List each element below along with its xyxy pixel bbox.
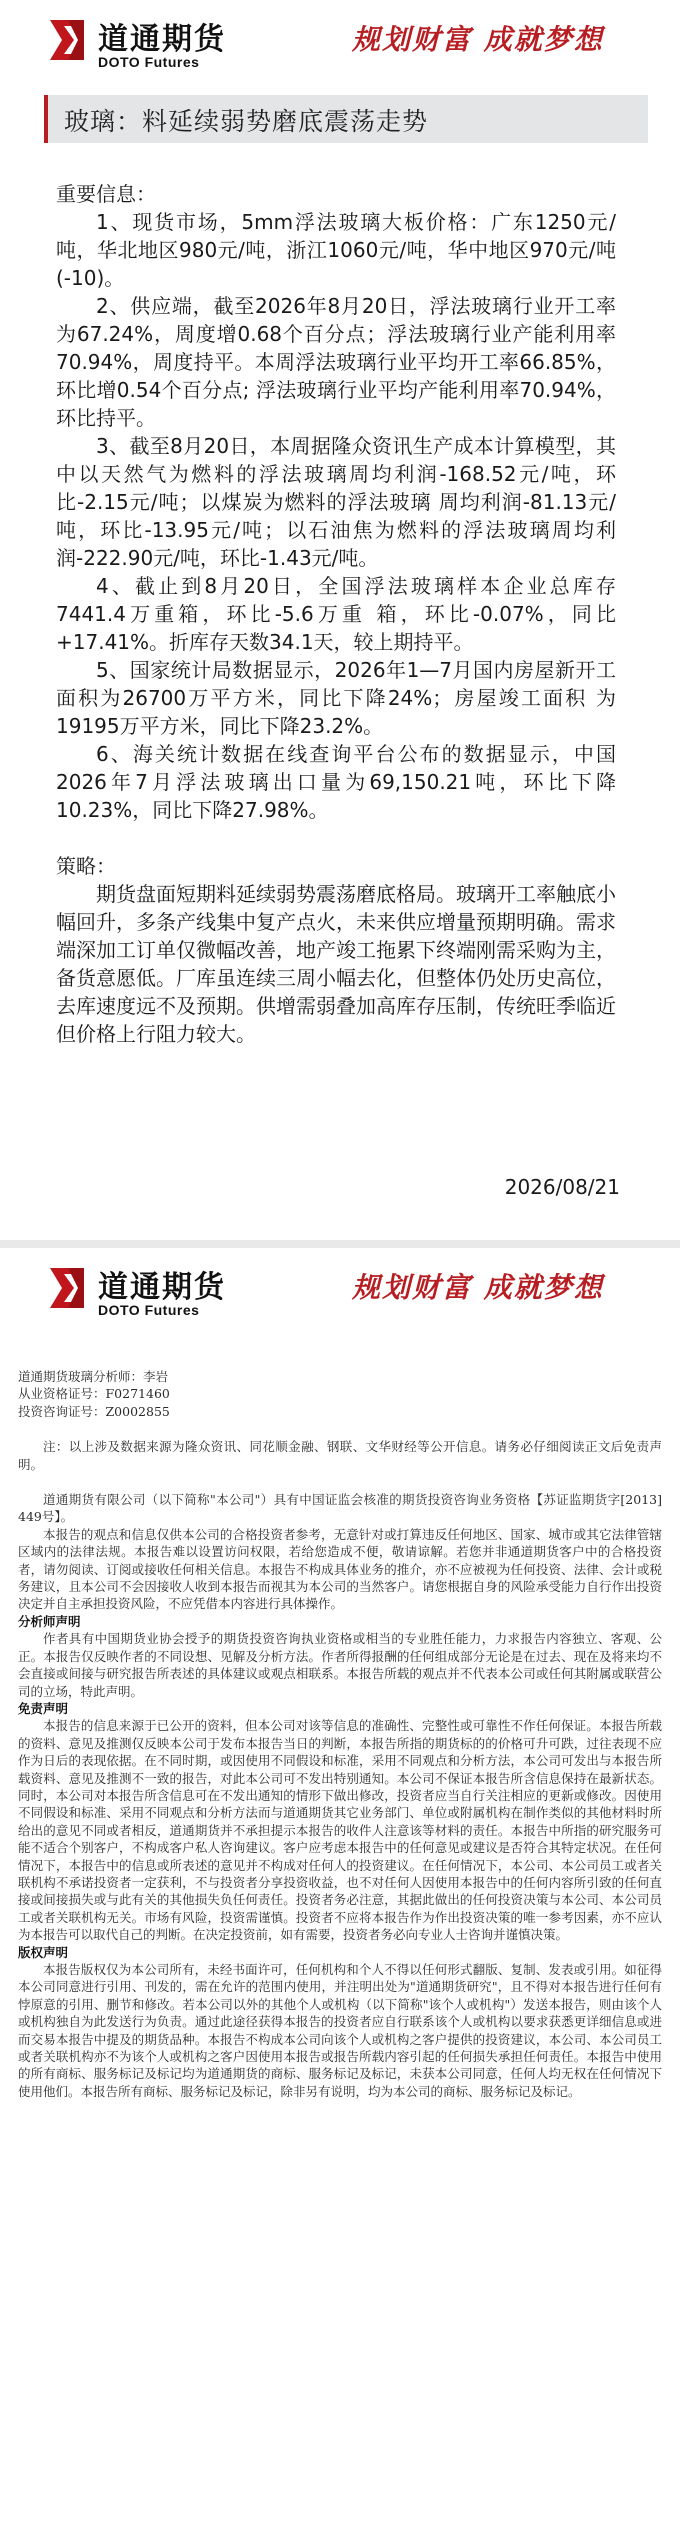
copyright-text: 本报告版权仅为本公司所有，未经书面许可，任何机构和个人不得以任何形式翻版、复制、发表或引用。如征得本公司同意进行引用、刊发的，需在允许的范围内使用，并注明出处为"道通期货研究"，且不得对本报告进行任何有悖原意的引用、删节和修改。若本公司以外的其他个人或机构（以下简称"该个人或机构"）发送本报告，则由该个人或机构独自为此发送行为负责。通过此途径获得本报告的投资者应自行联系该个人或机构以要求获悉更详细信息或进而交易本报告中提及的期货品种。本报告不构成本公司向该个人或机构之客户提供的投资建议，本公司、本公司员工或者关联机构亦不为该个人或机构之客户因使用本报告或报告所载内容引起的任何损失承担任何责任。本报告中使用的所有商标、服务标记及标记均为道通期货的商标、服务标记及标记，未获本公司同意，任何人均无权在任何情况下使用他们。本报告所有商标、服务标记及标记，除非另有说明，均为本公司的商标、服务标记及标记。 bbox=[18, 1962, 662, 2099]
disclaimer-page bbox=[0, 1248, 680, 2540]
report-title-bar bbox=[44, 95, 648, 143]
qualification-number: 从业资格证号：F0271460 bbox=[18, 1386, 170, 1402]
doto-logo-icon bbox=[44, 16, 90, 64]
brand-name: 道通期货 bbox=[98, 22, 226, 57]
info-item: 2、供应端，截至2026年8月20日，浮法玻璃行业开工率为67.24%，周度增0.68个百分点；浮法玻璃行业产能利用率70.94%，周度持平。本周浮法玻璃行业平均开工率66.85%，环比增0.54个百分点; 浮法玻璃行业平均产能利用率70.94%，环比持平。 bbox=[56, 294, 616, 430]
info-item: 1、现货市场，5mm浮法玻璃大板价格：广东1250元/吨，华北地区980元/吨，浙江1060元/吨，华中地区970元/吨(-10)。 bbox=[56, 210, 616, 290]
consulting-number: 投资咨询证号：Z0002855 bbox=[18, 1403, 170, 1419]
strategy-heading: 策略： bbox=[56, 854, 116, 878]
report-body bbox=[56, 180, 616, 1048]
copyright-heading: 版权声明 bbox=[18, 1944, 69, 1960]
brand-slogan: 规划财富 成就梦想 bbox=[352, 1271, 604, 1304]
data-source-note: 注：以上涉及数据来源为隆众资讯、同花顺金融、钢联、文华财经等公开信息。请务必仔细阅读正文后免责声明。 bbox=[18, 1439, 662, 1472]
analyst-statement-heading: 分析师声明 bbox=[18, 1613, 81, 1629]
info-item: 4、截止到8月20日，全国浮法玻璃样本企业总库存7441.4万重箱，环比-5.6万重 箱，环比-0.07%，同比+17.41%。折库存天数34.1天，较上期持平。 bbox=[56, 574, 616, 654]
disclaimer-heading: 免责声明 bbox=[18, 1700, 69, 1716]
info-heading: 重要信息： bbox=[56, 182, 156, 206]
disclaimer-text: 本报告的信息来源于已公开的资料，但本公司对该等信息的准确性、完整性或可靠性不作任何保证。本报告所载的资料、意见及推测仅反映本公司于发布本报告当日的判断，本报告所指的期货标的的价格可升可跌，过往表现不应作为日后的表现依据。在不同时期，或因使用不同假设和标准，采用不同观点和分析方法，本公司可发出与本报告所载资料、意见及推测不一致的报告，对此本公司可不发出特别通知。本公司不保证本报告所含信息保持在最新状态。同时，本公司对本报告所含信息可在不发出通知的情形下做出修改，投资者应当自行关注相应的更新或修改。因使用不同假设和标准、采用不同观点和分析方法而与道通期货其它业务部门、单位或附属机构在制作类似的其他材料时所给出的意见不同或者相反，道通期货并不承担提示本报告的收件人注意该等材料的责任。本报告中所指的研究服务可能不适合个别客户，不构成客户私人咨询建议。客户应考虑本报告中的任何意见或建议是否符合其特定状况。在任何情况下，本报告中的信息或所表述的意见并不构成对任何人的投资建议。在任何情况下，本公司、本公司员工或者关联机构不承诺投资者一定获利，不与投资者分享投资收益，也不对任何人因使用本报告中的任何内容所引致的任何直接或间接损失或与此有关的其他损失负任何责任。投资者务必注意，其据此做出的任何投资决策与本公司、本公司员工或者关联机构无关。市场有风险，投资需谨慎。投资者不应将本报告作为作出投资决策的唯一参考因素，亦不应认为本报告可以取代自己的判断。在决定投资前，如有需要，投资者务必向专业人士咨询并谨慎决策。 bbox=[18, 1718, 662, 1943]
spacer bbox=[18, 1420, 662, 1438]
report-page bbox=[0, 0, 680, 1240]
strategy-text: 期货盘面短期料延续弱势震荡磨底格局。玻璃开工率触底小幅回升，多条产线集中复产点火，未来供应增量预期明确。需求端深加工订单仅微幅改善，地产竣工拖累下终端刚需采购为主，备货意愿低。厂库虽连续三周小幅去化，但整体仍处历史高位，去库速度远不及预期。供增需弱叠加高库存压制，传统旺季临近但价格上行阻力较大。 bbox=[56, 882, 616, 1046]
company-intro-detail: 本报告的观点和信息仅供本公司的合格投资者参考，无意针对或打算违反任何地区、国家、城市或其它法律管辖区域内的法律法规。本报告难以设置访问权限，若给您造成不便，敬请谅解。若您并非通道期货客户中的合格投资者，请勿阅读、订阅或接收任何相关信息。本报告不构成具体业务的推介，亦不应被视为任何投资、法律、会计或税务建议，且本公司不会因接收人收到本报告而视其为本公司的当然客户。请您根据自身的风险承受能力自行作出投资决定并自主承担投资风险，不应凭借本内容进行具体操作。 bbox=[18, 1526, 662, 1612]
report-title: 玻璃：料延续弱势磨底震荡走势 bbox=[64, 107, 429, 136]
brand-slogan: 规划财富 成就梦想 bbox=[352, 23, 604, 56]
spacer bbox=[18, 1473, 662, 1491]
doto-logo-icon bbox=[44, 1264, 90, 1312]
analyst-statement-text: 作者具有中国期货业协会授予的期货投资咨询执业资格或相当的专业胜任能力，力求报告内容独立、客观、公正。本报告仅反映作者的不同设想、见解及分析方法。作者所得报酬的任何组成部分无论是在过去、现在及将来均不会直接或间接与研究报告所表述的具体建议或观点相联系。本报告所载的观点并不代表本公司或任何其附属或联营公司的立场，特此声明。 bbox=[18, 1631, 662, 1699]
brand-name: 道通期货 bbox=[98, 1270, 226, 1305]
info-item: 5、国家统计局数据显示，2026年1—7月国内房屋新开工面积为26700万平方米，同比下降24%；房屋竣工面积 为19195万平方米，同比下降23.2%。 bbox=[56, 658, 616, 738]
header bbox=[0, 1248, 680, 1330]
disclaimer-body bbox=[18, 1368, 662, 2100]
analyst-name: 道通期货玻璃分析师：李岩 bbox=[18, 1369, 169, 1384]
info-item: 6、海关统计数据在线查询平台公布的数据显示，中国2026年7月浮法玻璃出口量为69,150.21吨，环比下降10.23%，同比下降27.98%。 bbox=[56, 742, 616, 822]
info-item: 3、截至8月20日，本周据隆众资讯生产成本计算模型，其中以天然气为燃料的浮法玻璃周均利润-168.52元/吨，环比-2.15元/吨；以煤炭为燃料的浮法玻璃 周均利润-81.13元/吨，环比-13.95元/吨；以石油焦为燃料的浮法玻璃周均利 润-222.90元/吨，环比-1.43元/吨。 bbox=[56, 434, 616, 570]
header bbox=[0, 0, 680, 82]
brand-name-en: DOTO Futures bbox=[98, 1302, 200, 1318]
company-intro: 道通期货有限公司（以下简称"本公司"）具有中国证监会核准的期货投资咨询业务资格【苏证监期货字[2013] 449号】。 bbox=[18, 1492, 662, 1525]
brand-name-en: DOTO Futures bbox=[98, 54, 200, 70]
report-date: 2026/08/21 bbox=[504, 1175, 620, 1199]
